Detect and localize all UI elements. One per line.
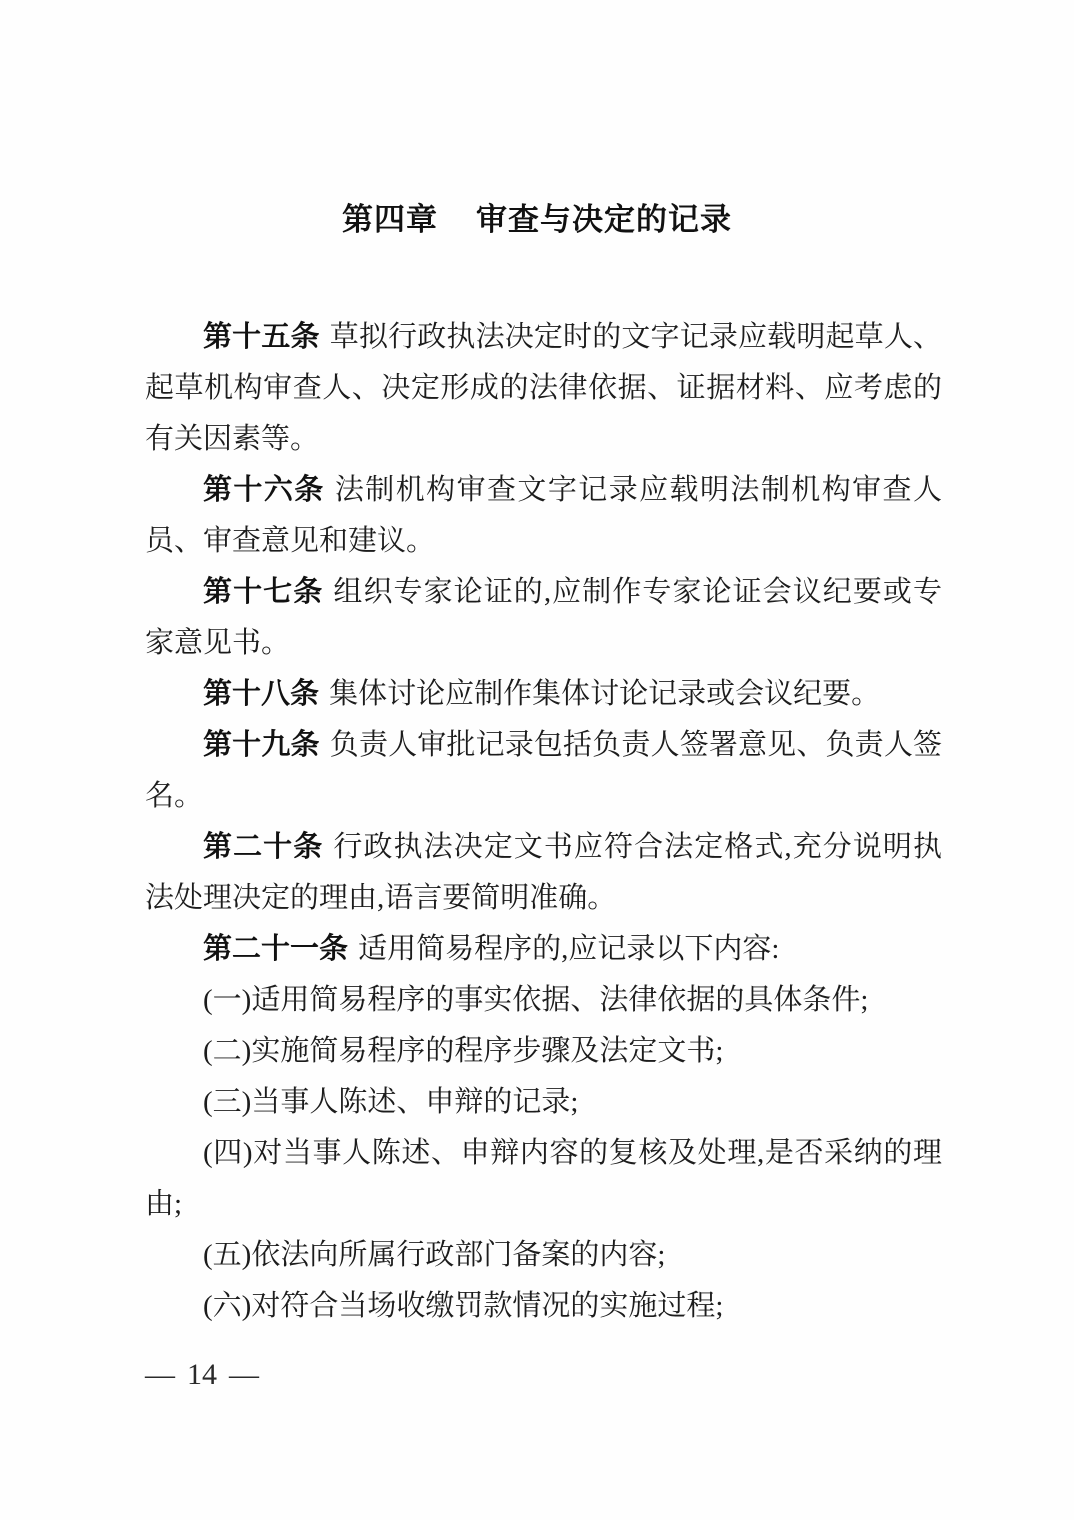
list-item-2-text: (二)实施简易程序的程序步骤及法定文书; <box>203 1035 724 1067</box>
list-item-3 <box>145 1077 942 1128</box>
list-item-1-text: (一)适用简易程序的事实依据、法律依据的具体条件; <box>203 984 869 1016</box>
article-16 <box>145 465 942 567</box>
article-18 <box>145 669 942 720</box>
article-17 <box>145 567 942 669</box>
article-15-text: 草拟行政执法决定时的文字记录应载明起草人、起草机构审查人、决定形成的法律依据、证据材料、应考虑的有关因素等。 <box>145 321 942 455</box>
list-item-5-text: (五)依法向所属行政部门备案的内容; <box>203 1239 666 1271</box>
article-21 <box>145 924 942 975</box>
chapter-number: 第四章 <box>342 202 438 237</box>
article-18-text: 集体讨论应制作集体讨论记录或会议纪要。 <box>329 678 881 710</box>
article-17-text: 组织专家论证的,应制作专家论证会议纪要或专家意见书。 <box>145 576 942 659</box>
article-18-number: 第十八条 <box>203 678 320 710</box>
page-footer <box>145 1358 259 1392</box>
article-19 <box>145 720 942 822</box>
list-item-3-text: (三)当事人陈述、申辩的记录; <box>203 1086 579 1118</box>
list-item-1 <box>145 975 942 1026</box>
article-21-text: 适用简易程序的,应记录以下内容: <box>358 933 780 965</box>
footer-dash-left: — <box>145 1358 175 1391</box>
list-item-2 <box>145 1026 942 1077</box>
chapter-title: 审查与决定的记录 <box>476 202 732 237</box>
article-16-number: 第十六条 <box>203 474 325 506</box>
article-15-number: 第十五条 <box>203 321 320 353</box>
list-item-4-text: (四)对当事人陈述、申辩内容的复核及处理,是否采纳的理由; <box>145 1137 942 1220</box>
article-17-number: 第十七条 <box>203 576 324 608</box>
article-21-number: 第二十一条 <box>203 933 349 965</box>
article-19-number: 第十九条 <box>203 729 320 761</box>
article-15 <box>145 312 942 465</box>
list-item-4 <box>145 1128 942 1230</box>
article-19-text: 负责人审批记录包括负责人签署意见、负责人签名。 <box>145 729 942 812</box>
article-16-text: 法制机构审查文字记录应载明法制机构审查人员、审查意见和建议。 <box>145 474 942 557</box>
list-item-6 <box>145 1281 942 1332</box>
footer-dash-right: — <box>229 1358 259 1391</box>
list-item-5 <box>145 1230 942 1281</box>
document-body <box>0 312 1074 1332</box>
page-number: 14 <box>187 1358 217 1391</box>
chapter-heading <box>0 0 1074 242</box>
article-20-text: 行政执法决定文书应符合法定格式,充分说明执法处理决定的理由,语言要简明准确。 <box>145 831 942 914</box>
article-20-number: 第二十条 <box>203 831 324 863</box>
list-item-6-text: (六)对符合当场收缴罚款情况的实施过程; <box>203 1290 724 1322</box>
article-20 <box>145 822 942 924</box>
